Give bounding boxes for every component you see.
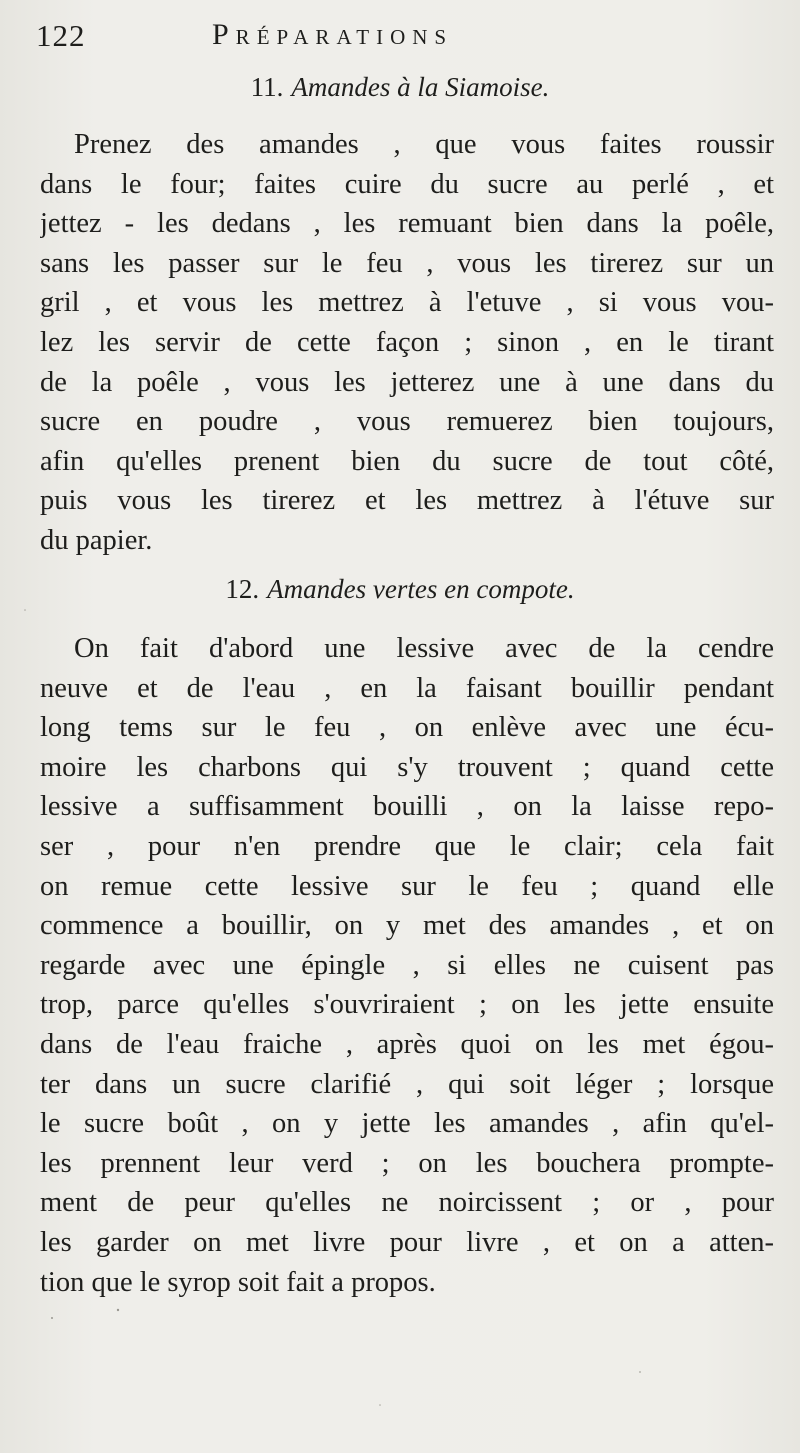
recipe-paragraph-11 — [40, 125, 774, 561]
text-line: lez les servir de cette façon ; sinon , en le tirant — [40, 326, 774, 358]
text-line: le sucre boût , on y jette les amandes , afin qu'el- — [40, 1108, 774, 1140]
text-line: puis vous les tirerez et les mettrez à l'étuve sur — [40, 485, 774, 517]
text-line: gril , et vous les mettrez à l'etuve , si vous vou- — [40, 287, 774, 319]
text-line: ment de peur qu'elles ne noircissent ; or , pour — [40, 1187, 774, 1219]
text-line: de la poêle , vous les jetterez une à une dans du — [40, 366, 774, 398]
text-line: long tems sur le feu , on enlève avec une écu- — [40, 712, 774, 744]
text-line: sucre en poudre , vous remuerez bien toujours, — [40, 406, 774, 438]
text-line: on remue cette lessive sur le feu ; quand elle — [40, 870, 774, 902]
text-line: dans le four; faites cuire du sucre au perlé , et — [40, 168, 774, 200]
section-heading-12 — [0, 574, 800, 605]
section-number: 12. — [225, 574, 260, 604]
text-line: jettez - les dedans , les remuant bien dans la poêle, — [40, 208, 774, 240]
text-line: regarde avec une épingle , si elles ne cuisent pas — [40, 949, 774, 981]
page-number: 122 — [36, 18, 86, 53]
text-line: sans les passer sur le feu , vous les tirerez sur un — [40, 247, 774, 279]
text-line: Prenez des amandes , que vous faites roussir — [74, 129, 774, 160]
text-line: On fait d'abord une lessive avec de la cendre — [74, 633, 774, 664]
section-title: Amandes à la Siamoise. — [291, 72, 550, 102]
running-title: Préparations — [212, 18, 454, 51]
section-heading-11 — [0, 72, 800, 103]
text-line: du papier. — [40, 524, 153, 556]
recipe-paragraph-12 — [40, 629, 774, 1302]
text-line: afin qu'elles prenent bien du sucre de tout côté, — [40, 445, 774, 477]
text-line: neuve et de l'eau , en la faisant bouillir pendant — [40, 672, 774, 704]
text-line: dans de l'eau fraiche , après quoi on les met égou- — [40, 1028, 774, 1060]
text-line: trop, parce qu'elles s'ouvriraient ; on les jette ensuite — [40, 989, 774, 1021]
text-line: les prennent leur verd ; on les bouchera prompte- — [40, 1147, 774, 1179]
text-line: ter dans un sucre clarifié , qui soit léger ; lorsque — [40, 1068, 774, 1100]
running-head — [36, 14, 776, 58]
text-line: tion que le syrop soit fait a propos. — [40, 1266, 436, 1298]
text-line: moire les charbons qui s'y trouvent ; quand cette — [40, 751, 774, 783]
text-line: commence a bouillir, on y met des amandes , et on — [40, 910, 774, 942]
section-title: Amandes vertes en compote. — [267, 574, 575, 604]
text-line: ser , pour n'en prendre que le clair; cela fait — [40, 830, 774, 862]
text-line: les garder on met livre pour livre , et on a atten- — [40, 1226, 774, 1258]
section-number: 11. — [250, 72, 284, 102]
text-line: lessive a suffisamment bouilli , on la laisse repo- — [40, 791, 774, 823]
